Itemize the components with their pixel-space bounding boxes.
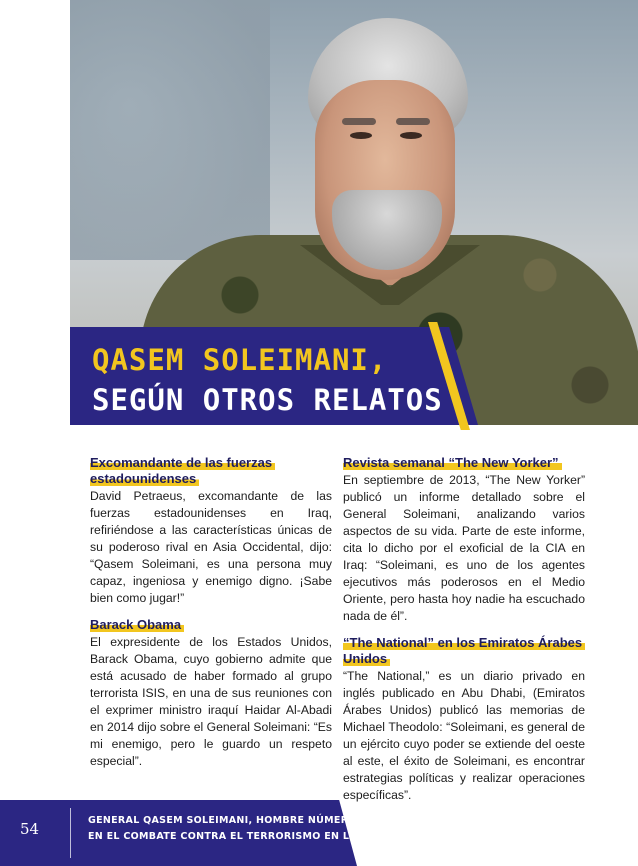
section-text: En septiembre de 2013, “The New Yorker” publicó un informe detallado sobre el General Soleimani, analizando varios aspectos de su vida. Parte de este informe, cita lo dicho por el exoficial de la CIA en Iraq: “Soleimani, es uno de los agentes ejecutivos más poderosos en el Medio Oriente, pero hasta hoy nadie ha escuchado nada de él”. bbox=[343, 473, 585, 623]
photo-background bbox=[70, 0, 270, 260]
right-column bbox=[343, 455, 585, 814]
section-text: El expresidente de los Estados Unidos, Barack Obama, cuyo gobierno admite que está acusado de haber formado al grupo terrorista ISIS, en una de sus reuniones con el exprimer ministro iraquí Haidar Al-Abadi en 2014 dijo sobre el General Soleimani: “Es mi enemigo, pero le guardo un respeto especial”. bbox=[90, 635, 332, 768]
section-heading: Barack Obama bbox=[90, 617, 332, 633]
section-text: “The National,” es un diario privado en inglés publicado en Abu Dhabi, (Emiratos Árabes Unidos) publicó las memorias de Michael Theodolo: “Soleimani, es general de un ejército cuyo poder se extiende del oeste al este, el éxito de Soleimani, es encontrar estrategias políticas y realizar operaciones específicas”. bbox=[343, 669, 585, 802]
section-heading: Revista semanal “The New Yorker” bbox=[343, 455, 585, 471]
left-column bbox=[90, 455, 332, 780]
section-heading: “The National” en los Emiratos Árabes Unidos bbox=[343, 635, 585, 667]
section-heading: Excomandante de las fuerzas estadounidenses bbox=[90, 455, 332, 487]
footer-caption-line1: GENERAL QASEM SOLEIMANI, HOMBRE NÚMERO UNO bbox=[88, 815, 385, 826]
footer-divider bbox=[70, 808, 71, 858]
page-title-line2: SEGÚN OTROS RELATOS bbox=[92, 383, 443, 417]
photo-brow-left bbox=[342, 118, 376, 125]
photo-eye-left bbox=[350, 132, 372, 139]
page-title-line1: QASEM SOLEIMANI, bbox=[92, 343, 388, 377]
photo-eye-right bbox=[400, 132, 422, 139]
footer-caption-line2: EN EL COMBATE CONTRA EL TERRORISMO EN LA REGIÓN bbox=[88, 831, 404, 842]
section-text: David Petraeus, excomandante de las fuerzas estadounidenses en Iraq, refiriéndose a las características únicas de su poderoso rival en Asia Occidental, dijo: “Qasem Soleimani, es una persona muy capaz, ingeniosa y enemigo digno. ¡Sabe bien como jugar!” bbox=[90, 489, 332, 605]
photo-brow-right bbox=[396, 118, 430, 125]
page-number: 54 bbox=[20, 820, 40, 838]
